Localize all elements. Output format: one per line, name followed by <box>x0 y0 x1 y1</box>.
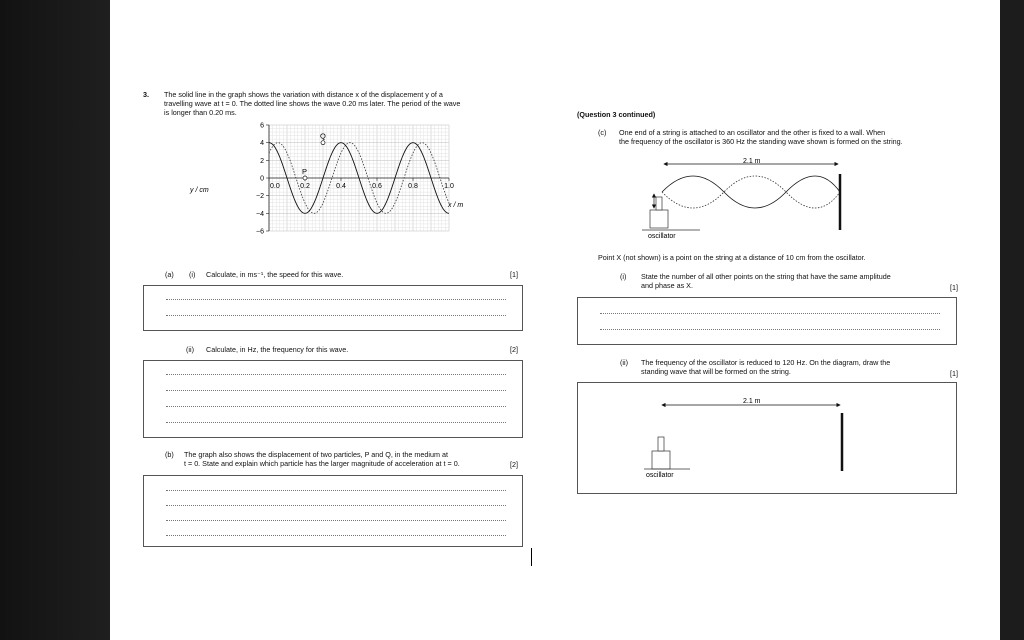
y-tick-label: −2 <box>256 193 264 201</box>
part-a-ii-text: Calculate, in Hz, the frequency for this wave. <box>206 345 349 354</box>
intro-line-3: is longer than 0.20 ms. <box>164 108 237 117</box>
part-c-i-label: (i) <box>620 272 627 281</box>
y-tick-label: −6 <box>256 228 264 236</box>
part-a-ii-label: (ii) <box>186 345 194 354</box>
graph-ticks <box>256 123 454 236</box>
x-tick-label: 1.0 <box>444 183 454 190</box>
length-label: 2.1 m <box>743 158 761 165</box>
point-q-label: Q <box>320 131 326 141</box>
text-cursor <box>531 548 532 566</box>
oscillator-label-2: oscillator <box>646 472 674 479</box>
part-a-i-label: (i) <box>189 270 196 279</box>
part-c-label: (c) <box>598 128 607 137</box>
x-axis-label: x / m <box>448 202 464 209</box>
y-axis-label: y / cm <box>190 187 209 194</box>
part-c-line-1: One end of a string is attached to an oscillator and the other is fixed to a wall. When <box>619 128 886 137</box>
part-b-label: (b) <box>165 450 174 459</box>
intro-line-1: The solid line in the graph shows the variation with distance x of the displacement y of a <box>164 90 443 99</box>
left-margin <box>0 0 110 640</box>
part-a-ii-marks: [2] <box>510 345 518 354</box>
oscillator-label: oscillator <box>648 233 676 240</box>
wave-graph <box>180 118 480 243</box>
intro-line-2: travelling wave at t = 0. The dotted line shows the wave 0.20 ms later. The period of the wave <box>164 99 461 108</box>
y-tick-label: 4 <box>260 140 264 148</box>
answer-box-a-i[interactable] <box>143 285 523 331</box>
part-a-i-marks: [1] <box>510 270 518 279</box>
length-label-2: 2.1 m <box>743 398 761 405</box>
answer-box-a-ii[interactable] <box>143 360 523 438</box>
part-c-ii-marks: [1] <box>950 369 958 378</box>
x-tick-label: 0.4 <box>336 183 346 190</box>
x-tick-label: 0.0 <box>270 183 280 190</box>
part-a-label: (a) <box>165 270 174 279</box>
oscillator-rod <box>656 197 662 210</box>
part-b-marks: [2] <box>510 460 518 469</box>
x-tick-label: 0.6 <box>372 183 382 190</box>
point-x-text: Point X (not shown) is a point on the string at a distance of 10 cm from the oscillator. <box>598 253 866 262</box>
oscillator-box <box>650 210 668 228</box>
part-a-i-text: Calculate, in ms⁻¹, the speed for this wave. <box>206 270 344 279</box>
part-c-ii-line-2: standing wave that will be formed on the string. <box>641 367 791 376</box>
answer-box-c-i[interactable] <box>577 297 957 345</box>
point-p-label: P <box>302 167 308 176</box>
part-c-ii-label: (ii) <box>620 358 628 367</box>
part-c-i-marks: [1] <box>950 283 958 292</box>
y-tick-label: 6 <box>260 122 264 130</box>
drawing-box-c-ii[interactable] <box>577 382 957 494</box>
y-tick-label: 0 <box>260 175 264 183</box>
part-c-i-line-1: State the number of all other points on the string that have the same amplitude <box>641 272 891 281</box>
part-c-i-line-2: and phase as X. <box>641 281 693 290</box>
part-c-line-2: the frequency of the oscillator is 360 Hz the standing wave shown is formed on the string. <box>619 137 903 146</box>
blank-string-diagram <box>638 391 858 481</box>
right-margin <box>1000 0 1024 640</box>
oscillator-rod-2 <box>658 437 664 451</box>
exam-page <box>110 0 1000 640</box>
oscillator-box-2 <box>652 451 670 469</box>
y-tick-label: 2 <box>260 157 264 165</box>
part-c-ii-line-1: The frequency of the oscillator is reduced to 120 Hz. On the diagram, draw the <box>641 358 891 367</box>
answer-box-b[interactable] <box>143 475 523 547</box>
part-b-line-1: The graph also shows the displacement of two particles, P and Q, in the medium at <box>184 450 448 459</box>
point-q-marker <box>321 141 325 145</box>
question-number: 3. <box>143 90 149 99</box>
x-tick-label: 0.8 <box>408 183 418 190</box>
x-tick-label: 0.2 <box>300 183 310 190</box>
standing-wave-diagram <box>640 152 860 242</box>
point-p-marker <box>303 176 307 180</box>
part-b-line-2: t = 0. State and explain which particle has the larger magnitude of acceleration at t = 0. <box>184 459 460 468</box>
standing-wave-dotted <box>662 176 840 208</box>
continued-heading: (Question 3 continued) <box>577 110 656 119</box>
standing-wave-solid <box>662 176 840 208</box>
y-tick-label: −4 <box>256 210 264 218</box>
